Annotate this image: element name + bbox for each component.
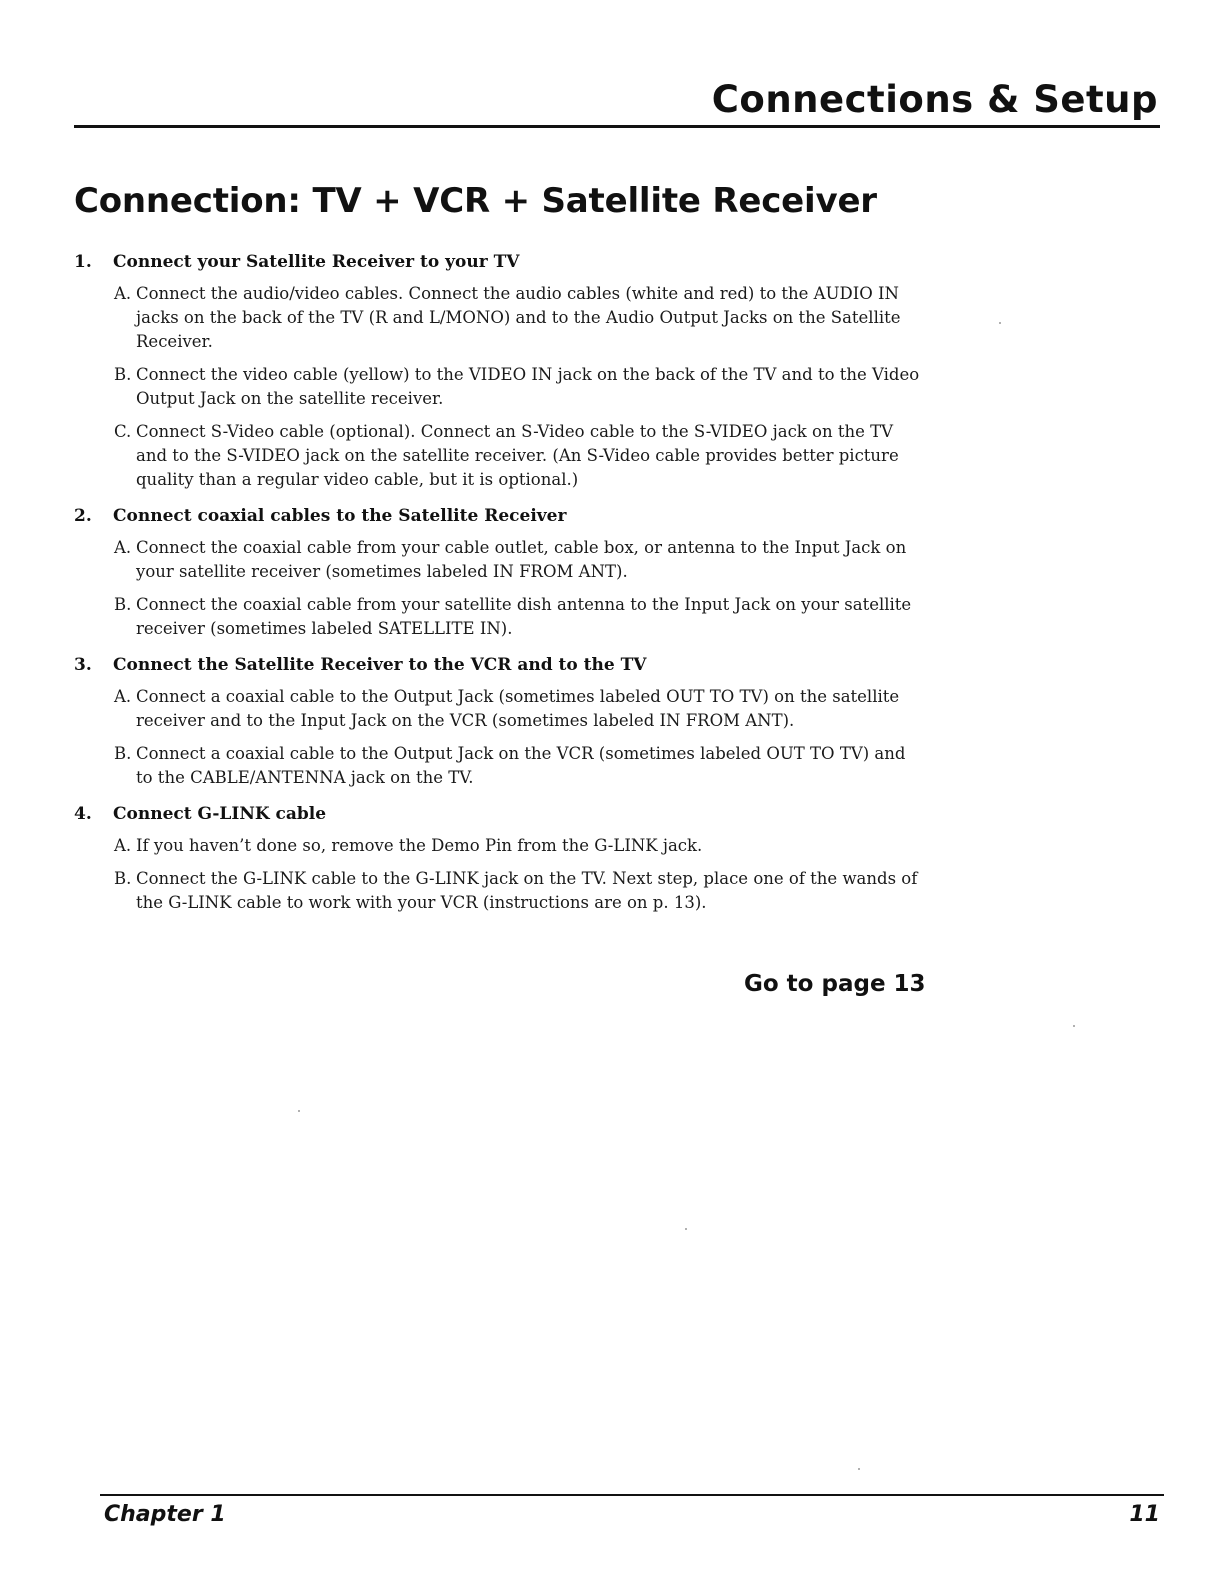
substep-text: Connect the coaxial cable from your cable outlet, cable box, or antenna to the Input Jack on your satellite receiver (sometimes labeled IN FROM ANT). [136,538,907,581]
substep-letter: A. [114,538,132,557]
substep-text: If you haven’t done so, remove the Demo Pin from the G-LINK jack. [136,836,703,855]
substep [74,685,924,733]
step-heading [74,800,924,828]
substep-letter: B. [114,365,132,384]
substep-text: Connect the coaxial cable from your satellite dish antenna to the Input Jack on your satellite receiver (sometimes labeled SATELLITE IN). [136,595,912,638]
step-heading-text: Connect G-LINK cable [113,804,327,824]
step-heading [74,502,924,530]
step-number: 2. [74,506,92,526]
footer-chapter: Chapter 1 [104,1502,226,1527]
step-1 [74,248,924,492]
substep-text: Connect S-Video cable (optional). Connect an S-Video cable to the S-VIDEO jack on the TV and to the S-VIDEO jack on the satellite receiver. (An S-Video cable provides better picture quality than a regular video cable, but it is optional.) [136,422,899,489]
substeps [74,834,924,915]
scan-speck [1073,1025,1075,1027]
step-number: 1. [74,252,92,272]
page-title: Connection: TV + VCR + Satellite Receiver [74,181,877,221]
substeps [74,536,924,641]
step-heading-text: Connect the Satellite Receiver to the VCR and to the TV [113,655,647,675]
step-2 [74,502,924,641]
scan-speck [999,322,1001,324]
substeps [74,685,924,790]
step-number: 4. [74,804,92,824]
step-heading-text: Connect coaxial cables to the Satellite Receiver [113,506,567,526]
scan-speck [685,1228,687,1230]
substep-text: Connect the video cable (yellow) to the VIDEO IN jack on the back of the TV and to the Video Output Jack on the satellite receiver. [136,365,920,408]
footer-page-number: 11 [1129,1502,1160,1527]
substep-text: Connect a coaxial cable to the Output Jack (sometimes labeled OUT TO TV) on the satellite receiver and to the Input Jack on the VCR (sometimes labeled IN FROM ANT). [136,687,900,730]
step-heading [74,651,924,679]
substep-letter: B. [114,744,132,763]
substep [74,282,924,354]
substep-letter: A. [114,687,132,706]
scan-speck [298,1110,300,1112]
substep [74,363,924,411]
substep [74,536,924,584]
substep-text: Connect the audio/video cables. Connect the audio cables (white and red) to the AUDIO IN jacks on the back of the TV (R and L/MONO) and to the Audio Output Jacks on the Satellite Receiver. [136,284,901,351]
step-number: 3. [74,655,92,675]
substeps [74,282,924,492]
scan-speck [858,1468,860,1470]
substep [74,742,924,790]
go-to-page-link: Go to page 13 [744,971,926,997]
step-3 [74,651,924,790]
step-heading [74,248,924,276]
substep-text: Connect a coaxial cable to the Output Jack on the VCR (sometimes labeled OUT TO TV) and to the CABLE/ANTENNA jack on the TV. [136,744,906,787]
step-heading-text: Connect your Satellite Receiver to your TV [113,252,520,272]
substep-letter: A. [114,284,132,303]
steps-list [74,248,924,925]
substep [74,593,924,641]
substep [74,420,924,492]
substep-letter: A. [114,836,132,855]
substep-letter: C. [114,422,132,441]
section-header: Connections & Setup [711,78,1158,121]
substep [74,867,924,915]
footer-rule [100,1494,1164,1496]
header-rule [74,125,1160,128]
substep-letter: B. [114,869,132,888]
step-4 [74,800,924,915]
substep-letter: B. [114,595,132,614]
substep [74,834,924,858]
substep-text: Connect the G-LINK cable to the G-LINK jack on the TV. Next step, place one of the wands of the G-LINK cable to work with your VCR (instructions are on p. 13). [136,869,918,912]
